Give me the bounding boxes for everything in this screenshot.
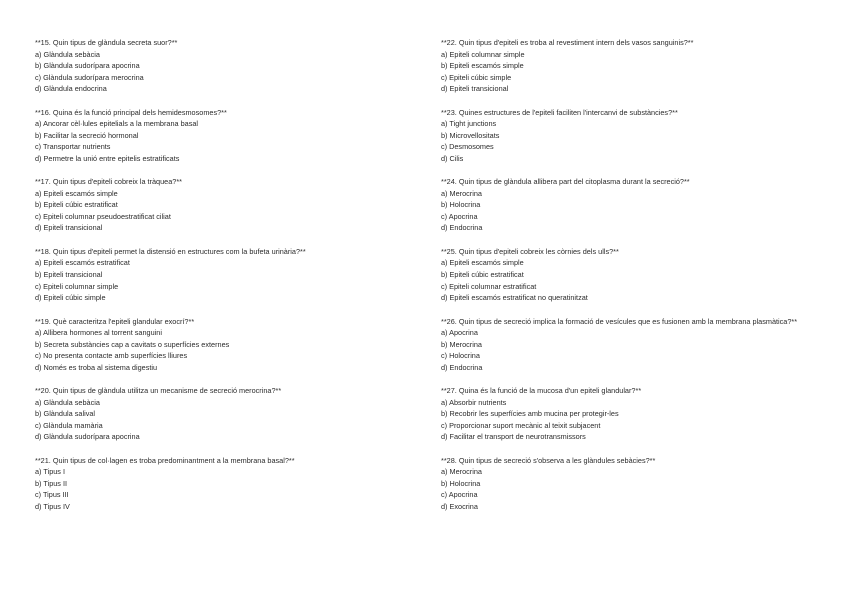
- answer-option: b) Facilitar la secreció hormonal: [35, 130, 139, 140]
- answer-option: a) Ancorar cèl·lules epitelials a la membrana basal: [35, 119, 199, 129]
- right-column: [441, 37, 836, 524]
- question-text: **27. Quina és la funció de la mucosa d'un epiteli glandular?**: [441, 386, 642, 396]
- question-text: **19. Què caracteritza l'epiteli glandular exocrí?**: [35, 316, 195, 326]
- answer-option: d) Permetre la unió entre epitelis estratificats: [35, 153, 180, 163]
- answer-option: b) Microvellositats: [441, 130, 500, 140]
- answer-option: a) Allibera hormones al torrent sanguini: [35, 328, 162, 338]
- answer-option: b) Epiteli transicional: [35, 269, 103, 279]
- question-block: [441, 385, 836, 443]
- answer-option: c) Glàndula mamària: [35, 420, 103, 430]
- answer-option: c) Proporcionar suport mecànic al teixit subjacent: [441, 420, 601, 430]
- answer-option: d) Epiteli cúbic simple: [35, 293, 106, 303]
- answer-option: c) Transportar nutrients: [35, 142, 111, 152]
- question-text: **21. Quin tipus de col·lagen es troba predominantment a la membrana basal?**: [35, 455, 295, 465]
- answer-option: a) Absorbir nutrients: [441, 397, 507, 407]
- question-block: [441, 107, 836, 165]
- question-block: [441, 176, 836, 234]
- answer-option: b) Recobrir les superfícies amb mucina per protegir-les: [441, 409, 619, 419]
- answer-option: a) Epiteli columnar simple: [441, 49, 525, 59]
- question-block: [35, 455, 415, 513]
- answer-option: d) Endocrina: [441, 362, 483, 372]
- question-text: **20. Quin tipus de glàndula utilitza un mecanisme de secreció merocrina?**: [35, 386, 282, 396]
- question-block: [35, 385, 415, 443]
- answer-option: c) Apocrina: [441, 211, 478, 221]
- question-text: **24. Quin tipus de glàndula allibera part del citoplasma durant la secreció?**: [441, 177, 690, 187]
- question-text: **25. Quin tipus d'epiteli cobreix les còrnies dels ulls?**: [441, 246, 619, 256]
- left-column: [35, 37, 415, 524]
- answer-option: c) Holocrina: [441, 351, 480, 361]
- answer-option: a) Epiteli escamós simple: [35, 188, 118, 198]
- question-text: **17. Quin tipus d'epiteli cobreix la tràquea?**: [35, 177, 183, 187]
- answer-option: b) Epiteli cúbic estratificat: [441, 269, 524, 279]
- question-text: **18. Quin tipus d'epiteli permet la distensió en estructures com la bufeta urinària?**: [35, 246, 306, 256]
- answer-option: b) Glàndula sudorípara apocrina: [35, 61, 140, 71]
- answer-option: a) Apocrina: [441, 328, 478, 338]
- answer-option: d) Cilis: [441, 153, 464, 163]
- answer-option: d) Només es troba al sistema digestiu: [35, 362, 158, 372]
- answer-option: d) Glàndula endocrina: [35, 84, 107, 94]
- answer-option: c) Tipus III: [35, 490, 69, 500]
- answer-option: d) Epiteli transicional: [441, 84, 509, 94]
- question-block: [35, 316, 415, 374]
- answer-option: b) Holocrina: [441, 200, 481, 210]
- question-text: **22. Quin tipus d'epiteli es troba al revestiment intern dels vasos sanguinis?**: [441, 38, 694, 47]
- answer-option: b) Tipus II: [35, 478, 68, 488]
- answer-option: c) Desmosomes: [441, 142, 494, 152]
- answer-option: c) Epiteli columnar simple: [35, 281, 119, 291]
- question-block: [35, 37, 415, 95]
- answer-option: b) Holocrina: [441, 478, 481, 488]
- answer-option: d) Epiteli escamós estratificat no queratinitzat: [441, 293, 588, 303]
- question-block: [441, 455, 836, 513]
- answer-option: d) Exocrina: [441, 501, 478, 511]
- answer-option: a) Tipus I: [35, 467, 66, 477]
- answer-option: c) Apocrina: [441, 490, 478, 500]
- answer-option: d) Facilitar el transport de neurotransmissors: [441, 432, 586, 442]
- answer-option: b) Glàndula salival: [35, 409, 96, 419]
- answer-option: d) Tipus IV: [35, 501, 70, 511]
- answer-option: b) Epiteli escamós simple: [441, 61, 524, 71]
- answer-option: c) Epiteli columnar pseudoestratificat ciliat: [35, 211, 171, 221]
- answer-option: b) Epiteli cúbic estratificat: [35, 200, 118, 210]
- answer-option: c) Epiteli columnar estratificat: [441, 281, 537, 291]
- answer-option: d) Epiteli transicional: [35, 223, 103, 233]
- question-text: **26. Quin tipus de secreció implica la formació de vesícules que es fusionen amb la membrana plasmàtica?**: [441, 316, 798, 326]
- answer-option: c) Epiteli cúbic simple: [441, 72, 512, 82]
- question-text: **28. Quin tipus de secreció s'observa a les glàndules sebàcies?**: [441, 455, 656, 465]
- answer-option: a) Tight junctions: [441, 119, 497, 129]
- question-block: [35, 107, 415, 165]
- answer-option: a) Epiteli escamós estratificat: [35, 258, 130, 268]
- question-text: **15. Quin tipus de glàndula secreta suor?**: [35, 38, 178, 47]
- question-text: **16. Quina és la funció principal dels hemidesmosomes?**: [35, 107, 227, 117]
- answer-option: d) Endocrina: [441, 223, 483, 233]
- answer-option: a) Merocrina: [441, 467, 482, 477]
- question-block: [441, 316, 836, 374]
- answer-option: d) Glàndula sudorípara apocrina: [35, 432, 140, 442]
- answer-option: c) Glàndula sudorípara merocrina: [35, 72, 144, 82]
- answer-option: b) Secreta substàncies cap a cavitats o superfícies externes: [35, 339, 230, 349]
- answer-option: a) Glàndula sebàcia: [35, 49, 100, 59]
- question-text: **23. Quines estructures de l'epiteli faciliten l'intercanvi de substàncies?**: [441, 107, 678, 117]
- answer-option: a) Epiteli escamós simple: [441, 258, 524, 268]
- question-block: [35, 246, 415, 304]
- question-block: [441, 246, 836, 304]
- question-block: [35, 176, 415, 234]
- answer-option: c) No presenta contacte amb superfícies lliures: [35, 351, 188, 361]
- answer-option: a) Merocrina: [441, 188, 482, 198]
- question-block: [441, 37, 836, 95]
- answer-option: b) Merocrina: [441, 339, 482, 349]
- answer-option: a) Glàndula sebàcia: [35, 397, 100, 407]
